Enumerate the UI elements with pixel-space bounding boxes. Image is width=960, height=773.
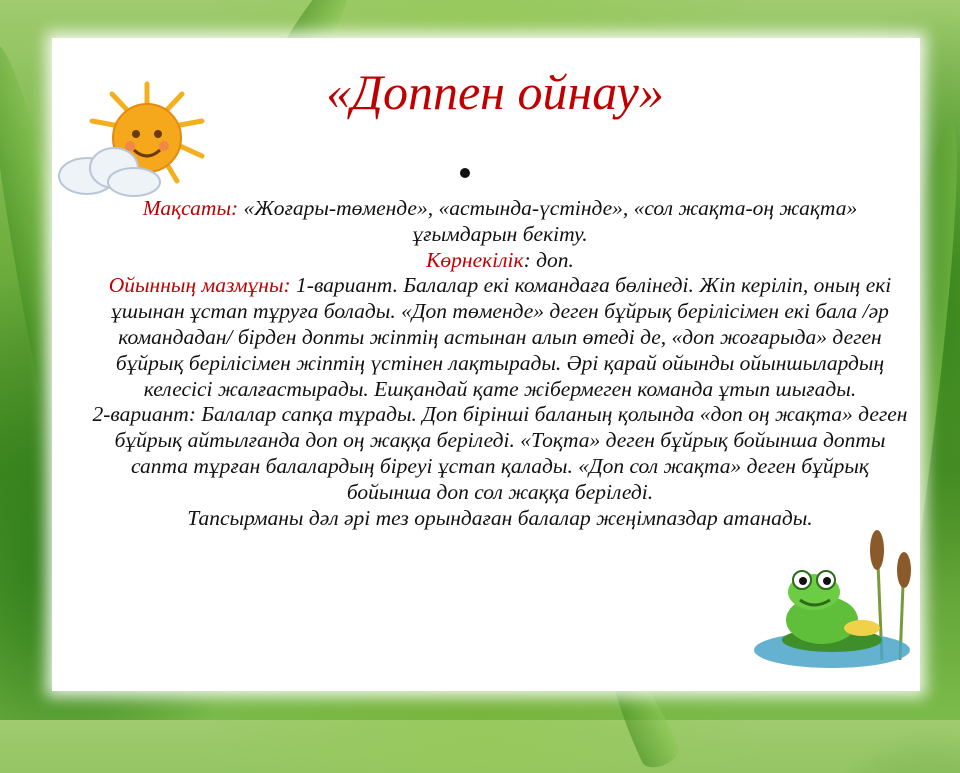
- bullet-point: [460, 168, 470, 178]
- content-label: Ойынның мазмұны:: [108, 273, 291, 298]
- slide-body: [90, 196, 910, 531]
- slide-title: «Доппен ойнау»: [326, 64, 664, 120]
- materials-label: Көрнекілік: [426, 247, 524, 272]
- frog-icon: [752, 520, 922, 670]
- closing-text: Тапсырманы дәл әрі тез орындаған балалар жеңімпаздар атанады.: [187, 505, 813, 530]
- variant2-text: 2-вариант: Балалар сапқа тұрады. Доп бірінші баланың қолында «доп оң жақта» деген бұйрық айтылғанда доп оң жаққа беріледі. «Тоқта» деген бұйрық бойынша допты сапта тұрған балалардың біреуі ұстап қалады. «Доп сол жақта» деген бұйрық бойынша доп сол жаққа беріледі.: [92, 402, 908, 504]
- goal-text: «Жоғары-төменде», «астында-үстінде», «сол жақта-оң жақта» ұғымдарын бекіту.: [238, 196, 858, 246]
- materials-text: : доп.: [523, 247, 574, 272]
- goal-label: Мақсаты:: [142, 196, 239, 220]
- content-text: 1-вариант. Балалар екі командаға бөлінеді. Жіп керіліп, оның екі ұшынан ұстап тұруға болады. «Доп төменде» деген бұйрық берілісімен екі бала /әр командадан/ бірден допты жіптің астынан алып өтеді де, «доп жоғарыда» деген бұйрық берілісімен жіптің үстінен лақтырады. Әрі қарай ойынды ойыншылардың келесісі жалғастырады. Ешқандай қате жібермеген команда ұтып шығады.: [111, 273, 892, 401]
